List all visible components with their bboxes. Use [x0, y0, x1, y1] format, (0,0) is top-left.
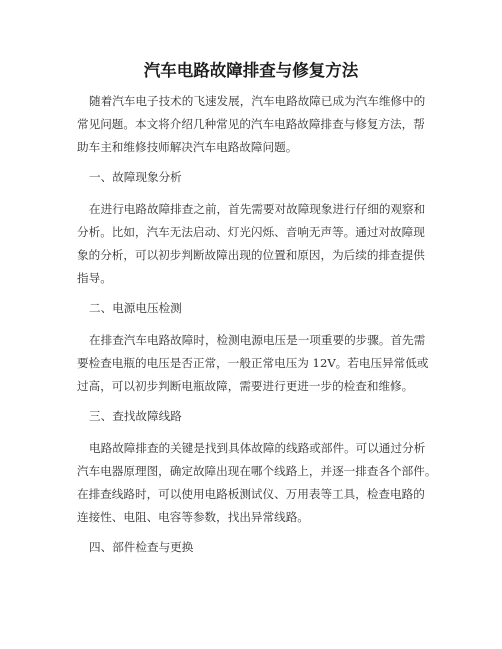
section-heading: 三、查找故障线路 [89, 409, 182, 423]
intro-line: 随着汽车电子技术的飞速发展，汽车电路故障已成为汽车维修中的 [89, 94, 426, 108]
section-heading: 一、故障现象分析 [89, 170, 182, 184]
section-line: 在排查线路时，可以使用电路板测试仪、万用表等工具，检查电路的 [77, 487, 425, 501]
section-line: 象的分析，可以初步判断故障出现的位置和原因，为后续的排查提供 [77, 248, 425, 262]
document-title: 汽车电路故障排查与修复方法 [143, 61, 359, 80]
section-line: 过高，可以初步判断电瓶故障，需要进行更进一步的检查和维修。 [77, 379, 414, 393]
intro-line: 助车主和维修技师解决汽车电路故障问题。 [77, 140, 298, 154]
section-line: 要检查电瓶的电压是否正常，一般正常电压为 12V。若电压异常低或 [77, 356, 429, 370]
section-heading: 二、电源电压检测 [89, 301, 182, 315]
section-heading: 四、部件检查与更换 [89, 540, 194, 554]
section-line: 在进行电路故障排查之前，首先需要对故障现象进行仔细的观察和 [89, 202, 426, 216]
section-line: 连接性、电阻、电容等参数，找出异常线路。 [77, 510, 309, 524]
section-line: 在排查汽车电路故障时，检测电源电压是一项重要的步骤。首先需 [89, 333, 426, 347]
section-line: 汽车电器原理图，确定故障出现在哪个线路上，并逐一排查各个部件。 [77, 464, 437, 478]
intro-line: 常见问题。本文将介绍几种常见的汽车电路故障排查与修复方法，帮 [77, 117, 425, 131]
section-line: 分析。比如，汽车无法启动、灯光闪烁、音响无声等。通过对故障现 [77, 225, 425, 239]
section-line: 指导。 [77, 271, 112, 285]
section-line: 电路故障排查的关键是找到具体故障的线路或部件。可以通过分析 [89, 441, 426, 455]
